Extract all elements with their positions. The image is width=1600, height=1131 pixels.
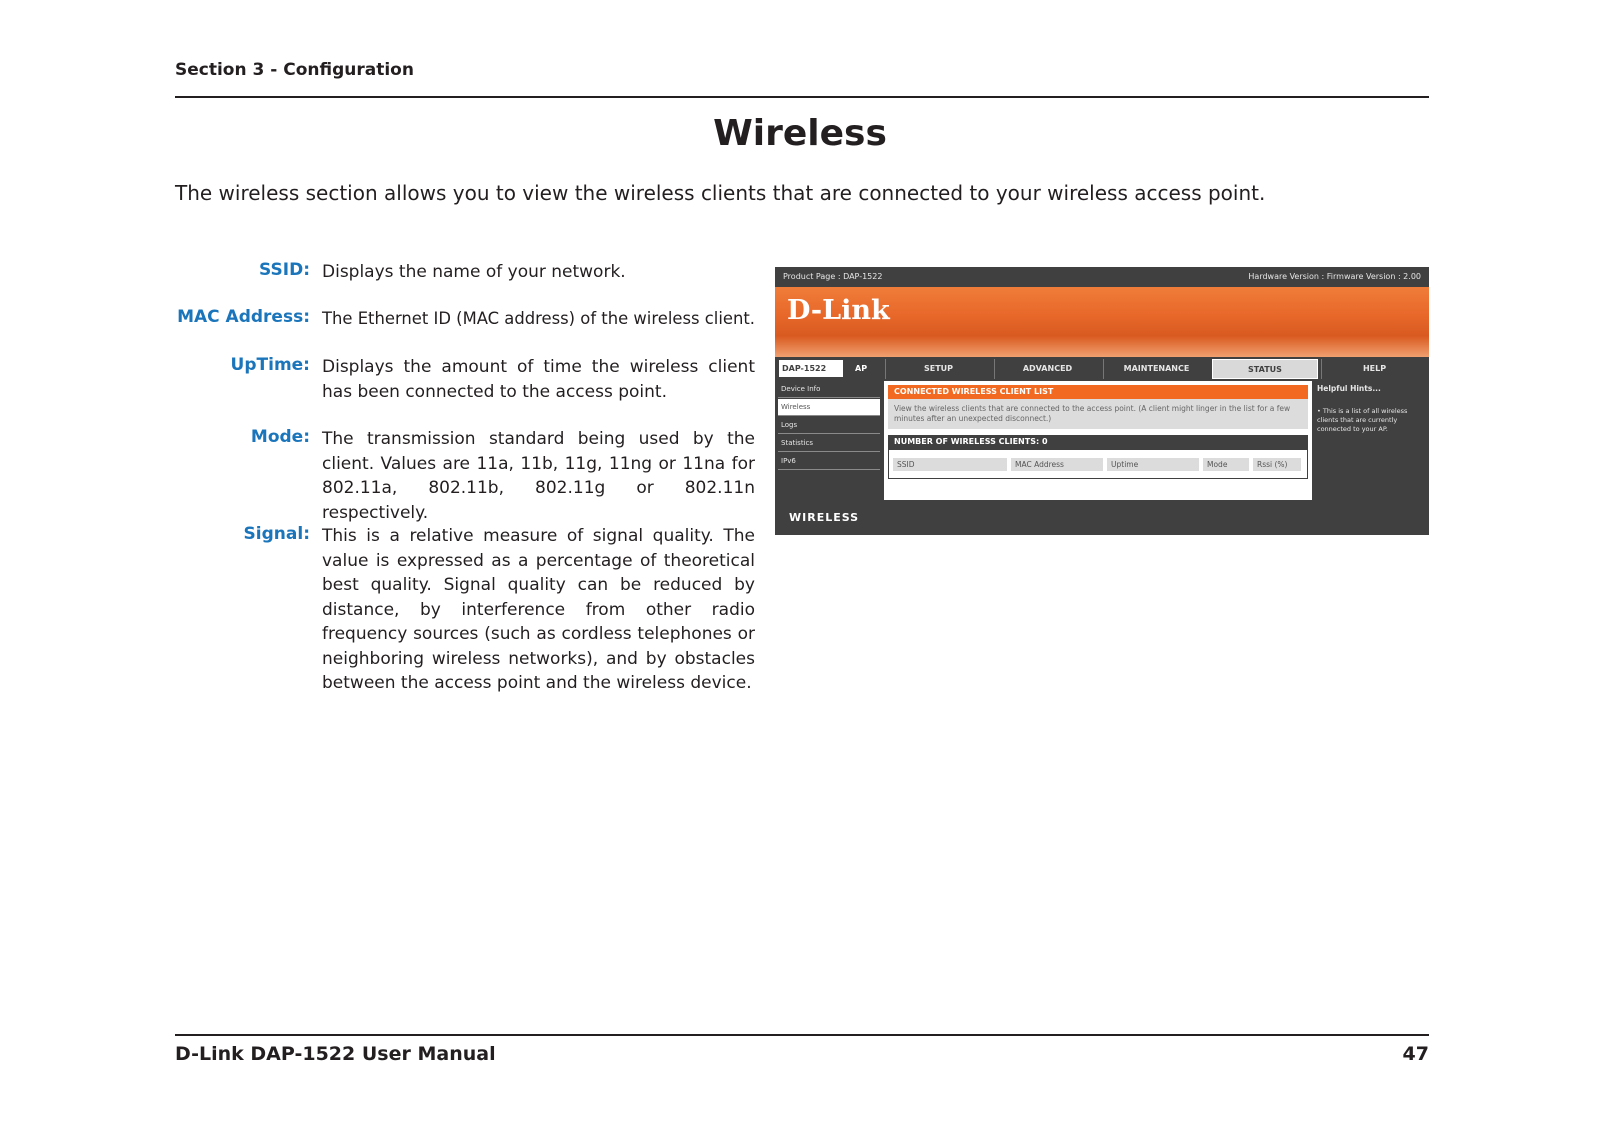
- client-count-header: NUMBER OF WIRELESS CLIENTS: 0: [888, 435, 1308, 449]
- hints-title: Helpful Hints...: [1317, 384, 1381, 393]
- model-label: DAP-1522: [779, 360, 843, 377]
- product-page-label: Product Page : DAP-1522: [783, 272, 883, 281]
- column-ssid: SSID: [893, 458, 1007, 471]
- dlink-logo: D-Link: [787, 295, 890, 326]
- term-label: SSID:: [259, 260, 310, 280]
- column-rssi: Rssi (%): [1253, 458, 1301, 471]
- manual-title: D-Link DAP-1522 User Manual: [175, 1043, 496, 1065]
- tab-maintenance[interactable]: MAINTENANCE: [1103, 359, 1209, 379]
- tab-advanced[interactable]: ADVANCED: [994, 359, 1100, 379]
- section-header: Section 3 - Configuration: [175, 60, 414, 80]
- tab-status[interactable]: STATUS: [1212, 359, 1318, 379]
- sidebar-item-statistics[interactable]: Statistics: [778, 435, 880, 452]
- screenshot-footer: [775, 501, 1429, 535]
- hints-text: • This is a list of all wireless clients that are currently connected to your AP.: [1317, 407, 1408, 433]
- footer-label: WIRELESS: [789, 511, 860, 524]
- column-mode: Mode: [1203, 458, 1249, 471]
- sidebar-item-ipv6[interactable]: IPv6: [778, 453, 880, 470]
- sidebar-item-logs[interactable]: Logs: [778, 417, 880, 434]
- column-uptime: Uptime: [1107, 458, 1199, 471]
- router-ui-screenshot: [775, 267, 1429, 535]
- sidebar-item-device-info[interactable]: Device Info: [778, 381, 880, 398]
- intro-text: The wireless section allows you to view the wireless clients that are connected to your wireless access point.: [175, 181, 1266, 205]
- column-mac-address: MAC Address: [1011, 458, 1103, 471]
- client-table: [888, 449, 1308, 479]
- content-panel: [884, 381, 1312, 500]
- version-label: Hardware Version : Firmware Version : 2.00: [1248, 272, 1421, 281]
- sidebar-menu: [775, 381, 882, 501]
- footer-rule: [175, 1034, 1429, 1036]
- tab-setup[interactable]: SETUP: [885, 359, 991, 379]
- term-description: This is a relative measure of signal quality. The value is expressed as a percentage of theoretical best quality. Signal quality can be reduced by distance, by interference from other radio frequency sources (such as cordless telephones or neighboring wireless networks), and by obstacles between the access point and the wireless device.: [322, 526, 755, 693]
- tab-help[interactable]: HELP: [1321, 359, 1427, 379]
- term-description: Displays the amount of time the wireless client has been connected to the access point.: [322, 357, 755, 402]
- term-label: UpTime:: [230, 355, 310, 375]
- header-rule: [175, 96, 1429, 98]
- page-title: Wireless: [713, 113, 887, 154]
- term-description: The Ethernet ID (MAC address) of the wireless client.: [322, 309, 755, 328]
- client-list-note: View the wireless clients that are connected to the access point. (A client might linger in the list for a few minutes after an unexpected disconnect.): [888, 399, 1308, 429]
- sidebar-item-wireless[interactable]: Wireless: [778, 399, 880, 416]
- helpful-hints-panel: [1314, 381, 1429, 500]
- term-label: Signal:: [243, 524, 310, 544]
- page-number: 47: [1402, 1043, 1429, 1065]
- client-list-header: CONNECTED WIRELESS CLIENT LIST: [888, 385, 1308, 399]
- mode-label: AP: [855, 364, 868, 373]
- term-description: Displays the name of your network.: [322, 262, 626, 282]
- term-label: MAC Address:: [177, 307, 310, 327]
- term-description: The transmission standard being used by the client. Values are 11a, 11b, 11g, 11ng or 11na for 802.11a, 802.11b, 802.11g or 802.11n respectively.: [322, 429, 755, 523]
- term-label: Mode:: [250, 427, 310, 447]
- product-bar: [775, 267, 1429, 287]
